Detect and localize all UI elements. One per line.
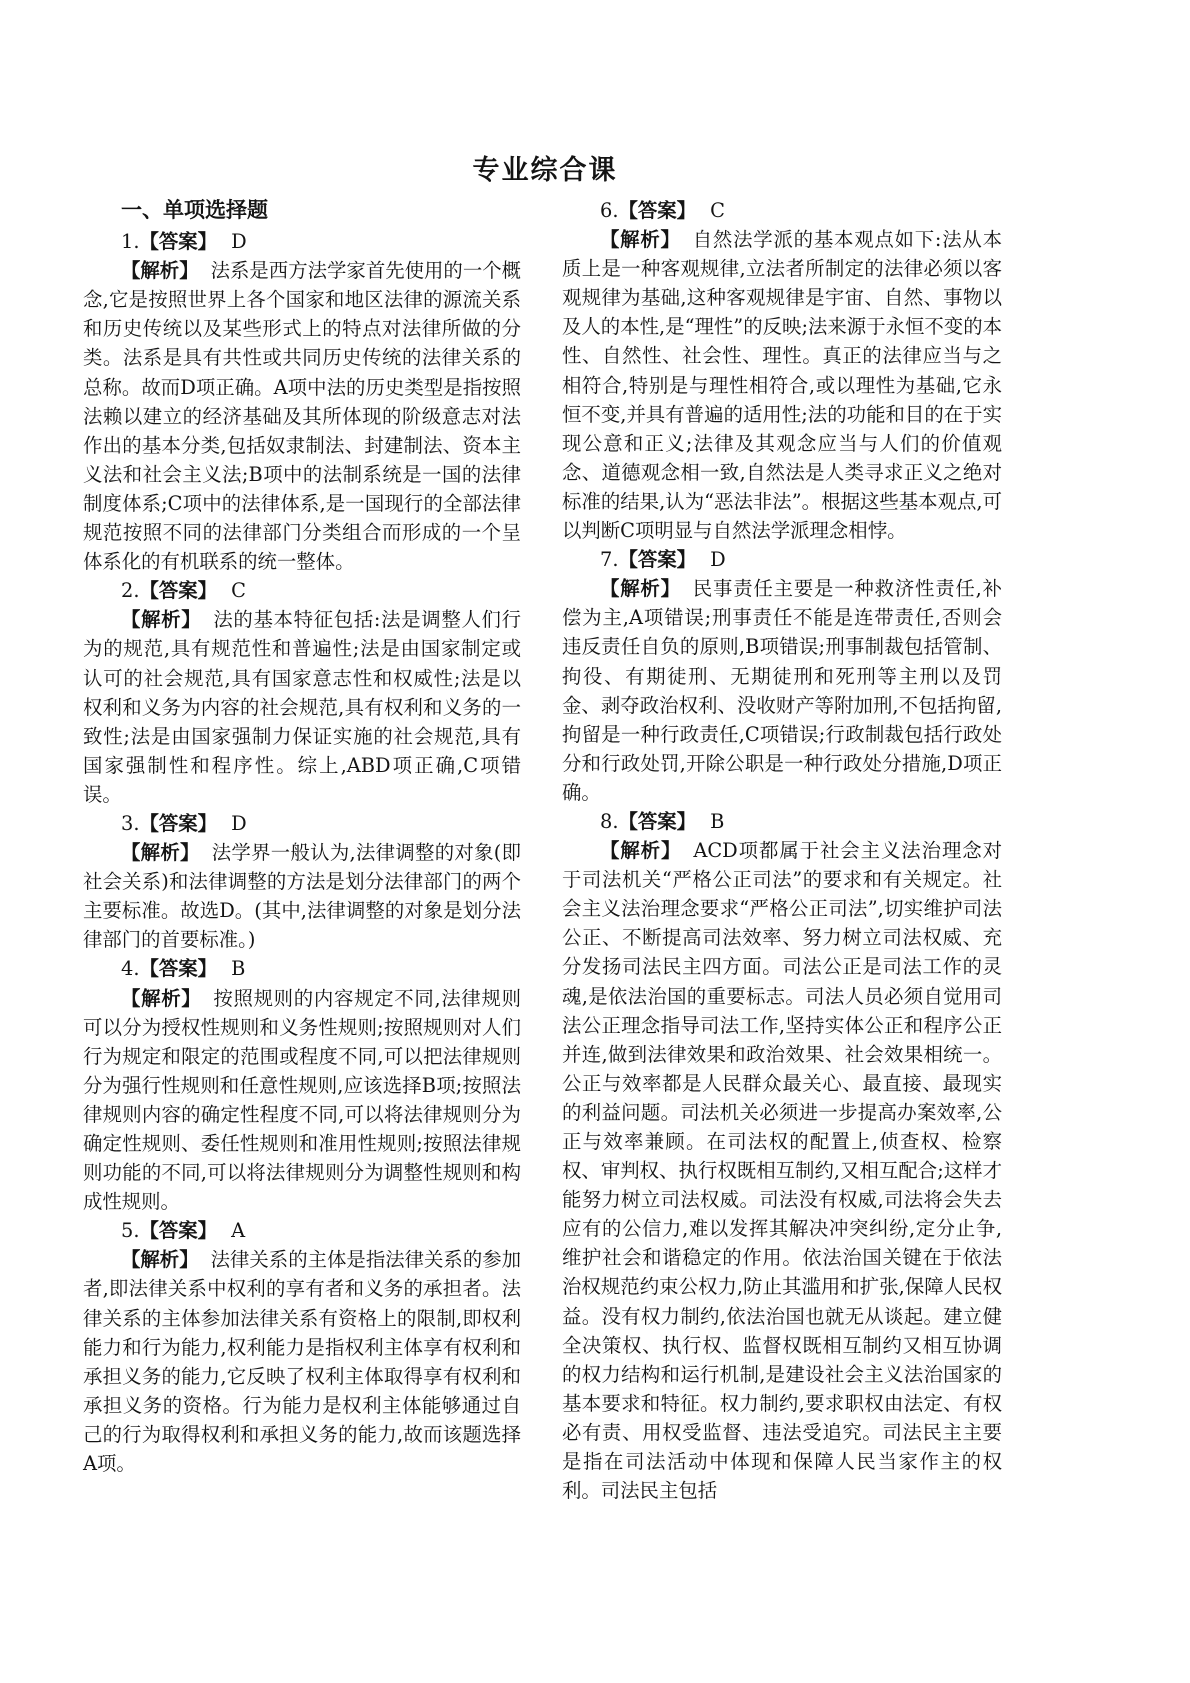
answer-label: 【答案】 (139, 230, 218, 254)
answer-line (83, 1216, 521, 1245)
analysis-paragraph (562, 836, 1002, 1505)
analysis-paragraph (83, 605, 521, 809)
analysis-paragraph (83, 838, 521, 954)
answer-line (562, 545, 1002, 574)
answer-label: 【答案】 (618, 548, 697, 572)
answer-label: 【答案】 (139, 579, 218, 603)
analysis-label: 【解析】 (121, 1248, 199, 1272)
analysis-text: 自然法学派的基本观点如下:法从本质上是一种客观规律,立法者所制定的法律必须以客观规律为基础,这种客观规律是宇宙、自然、事物以及人的本性,是“理性”的反映;法来源于永恒不变的本性、自然性、社会性、理性。真正的法律应当与之相符合,特别是与理性相符合,或以理性为基础,它永恒不变,并具有普遍的适用性;法的功能和目的在于实现公意和正义;法律及其观念应当与人们的价值观念、道德观念相一致,自然法是人类寻求正义之绝对标准的结果,认为“恶法非法”。根据这些基本观点,可以判断C项明显与自然法学派理念相悖。 (562, 228, 1002, 543)
question-number: 6. (600, 199, 619, 222)
answer-value: B (710, 809, 725, 833)
analysis-label: 【解析】 (121, 986, 202, 1010)
answer-value: B (231, 957, 246, 981)
analysis-paragraph (83, 984, 521, 1217)
answer-value: A (231, 1219, 246, 1243)
page-title: 专业综合课 (472, 155, 618, 186)
answer-line (562, 807, 1002, 836)
analysis-label: 【解析】 (600, 577, 681, 601)
answer-value: D (231, 811, 247, 835)
analysis-label: 【解析】 (600, 228, 681, 252)
answer-line (83, 809, 521, 838)
question-number: 5. (121, 1219, 140, 1243)
analysis-text: 按照规则的内容规定不同,法律规则可以分为授权性规则和义务性规则;按照规则对人们行为规定和限定的范围或程度不同,可以把法律规则分为强行性规则和任意性规则,应该选择B项;按照法律规则内容的确定性程度不同,可以将法律规则分为确定性规则、委任性规则和准用性规则;按照法律规则功能的不同,可以将法律规则分为调整性规则和构成性规则。 (83, 986, 521, 1214)
answer-label: 【答案】 (139, 1219, 218, 1243)
answer-value: D (231, 230, 247, 254)
analysis-paragraph (562, 574, 1002, 807)
analysis-label: 【解析】 (600, 839, 682, 863)
analysis-text: 法学界一般认为,法律调整的对象(即社会关系)和法律调整的方法是划分法律部门的两个主要标准。故选D。(其中,法律调整的对象是划分法律部门的首要标准。) (83, 841, 521, 952)
analysis-label: 【解析】 (121, 608, 202, 632)
analysis-text: 民事责任主要是一种救济性责任,补偿为主,A项错误;刑事责任不能是连带责任,否则会违反责任自负的原则,B项错误;刑事制裁包括管制、拘役、有期徒刑、无期徒刑和死刑等主刑以及罚金、剥夺政治权利、没收财产等附加刑,不包括拘留,拘留是一种行政责任,C项错误;行政制裁包括行政处分和行政处罚,开除公职是一种行政处分措施,D项正确。 (562, 577, 1002, 804)
analysis-paragraph (83, 256, 521, 576)
analysis-text: 法的基本特征包括:法是调整人们行为的规范,具有规范性和普遍性;法是由国家制定或认可的社会规范,具有国家意志性和权威性;法是以权利和义务为内容的社会规范,具有权利和义务的一致性;法是由国家强制力保证实施的社会规范,具有国家强制性和程序性。综上,ABD项正确,C项错误。 (83, 608, 521, 806)
question-number: 8. (600, 809, 619, 833)
answer-line (83, 576, 521, 605)
answer-line (562, 196, 1002, 225)
analysis-text: ACD项都属于社会主义法治理念对于司法机关“严格公正司法”的要求和有关规定。社会主义法治理念要求“严格公正司法”,切实维护司法公正、不断提高司法效率、努力树立司法权威、充分发扬司法民主四方面。司法公正是司法工作的灵魂,是依法治国的重要标志。司法人员必须自觉用司法公正理念指导司法工作,坚持实体公正和程序公正并连,做到法律效果和政治效果、社会效果相统一。公正与效率都是人民群众最关心、最直接、最现实的利益问题。司法机关必须进一步提高办案效率,公正与效率兼顾。在司法权的配置上,侦查权、检察权、审判权、执行权既相互制约,又相互配合;这样才能努力树立司法权威。司法没有权威,司法将会失去应有的公信力,难以发挥其解决冲突纠纷,定分止争,维护社会和谐稳定的作用。依法治国关键在于依法治权规范约束公权力,防止其滥用和扩张,保障人民权益。没有权力制约,依法治国也就无从谈起。建立健全决策权、执行权、监督权既相互制约又相互协调的权力结构和运行机制,是建设社会主义法治国家的基本要求和特征。权力制约,要求职权由法定、有权必有责、用权受监督、违法受追究。司法民主主要是指在司法活动中体现和保障人民当家作主的权利。司法民主包括 (562, 839, 1003, 1503)
answer-label: 【答案】 (618, 199, 697, 222)
left-column (83, 196, 521, 1478)
question-number: 1. (121, 230, 140, 254)
question-number: 3. (121, 811, 140, 835)
answer-value: D (710, 548, 726, 572)
answer-label: 【答案】 (618, 809, 697, 833)
answer-value: C (231, 579, 246, 603)
analysis-text: 法系是西方法学家首先使用的一个概念,它是按照世界上各个国家和地区法律的源流关系和历史传统以及某些形式上的特点对法律所做的分类。法系是具有共性或共同历史传统的法律关系的总称。故而D项正确。A项中法的历史类型是指按照法赖以建立的经济基础及其所体现的阶级意志对法作出的基本分类,包括奴隶制法、封建制法、资本主义法和社会主义法;B项中的法制系统是一国的法律制度体系;C项中的法律体系,是一国现行的全部法律规范按照不同的法律部门分类组合而形成的一个呈体系化的有机联系的统一整体。 (83, 259, 522, 574)
analysis-paragraph (562, 225, 1002, 545)
analysis-text: 法律关系的主体是指法律关系的参加者,即法律关系中权利的享有者和义务的承担者。法律关系的主体参加法律关系有资格上的限制,即权利能力和行为能力,权利能力是指权利主体享有权利和承担义务的能力,它反映了权利主体取得享有权利和承担义务的资格。行为能力是权利主体能够通过自己的行为取得权利和承担义务的能力,故而该题选择A项。 (83, 1248, 522, 1476)
analysis-label: 【解析】 (121, 259, 199, 283)
section-heading: 一、单项选择题 (121, 198, 268, 222)
analysis-paragraph (83, 1245, 521, 1478)
question-number: 4. (121, 957, 140, 981)
answer-label: 【答案】 (139, 957, 218, 981)
answer-line (83, 227, 521, 256)
question-number: 7. (600, 548, 619, 572)
question-number: 2. (121, 579, 140, 603)
answer-label: 【答案】 (139, 811, 218, 835)
analysis-label: 【解析】 (121, 841, 200, 865)
right-column (562, 196, 1002, 1505)
answer-line (83, 954, 521, 983)
answer-value: C (710, 199, 725, 222)
